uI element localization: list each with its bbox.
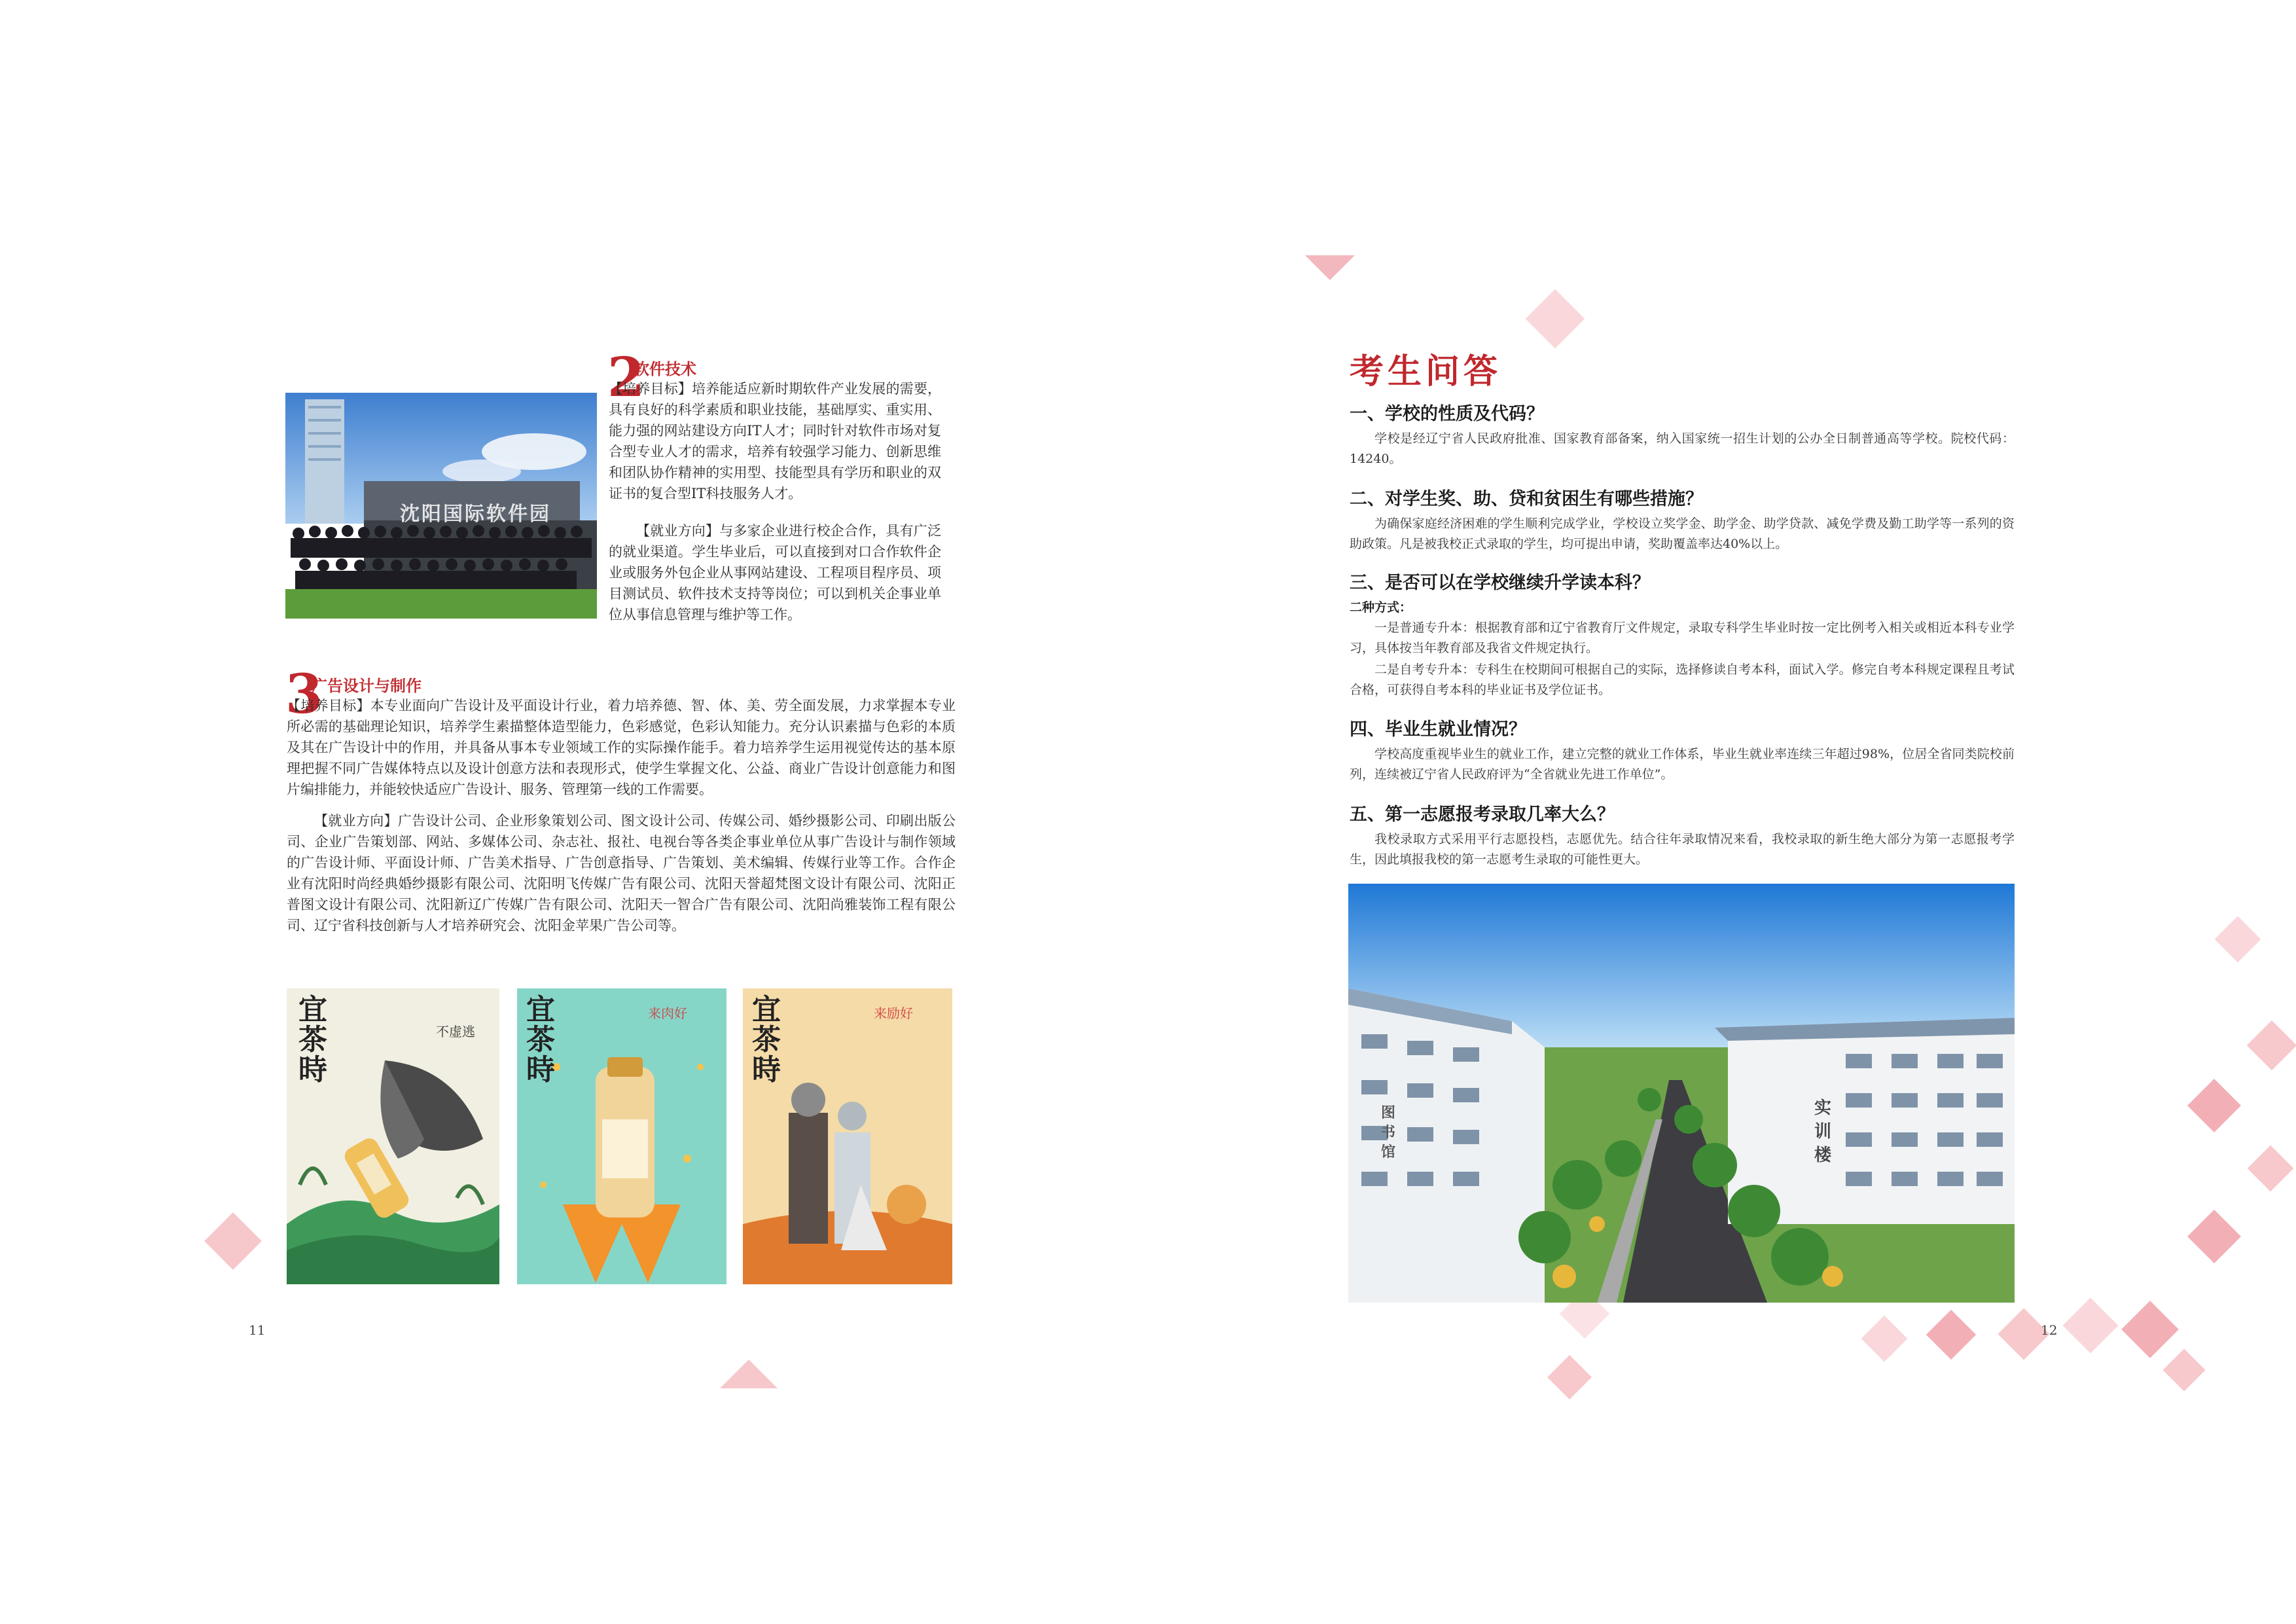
question-3: 三、是否可以在学校继续升学读本科？	[1350, 573, 1650, 593]
training-building-sign: 实 训 楼	[1814, 1098, 1832, 1165]
section-2-paragraph-2: 【就业方向】与多家企业进行校企合作，具有广泛的就业渠道。学生毕业后，可以直接到对口合作软件企业或服务外包企业从事网站建设、工程项目程序员、项目测试员、软件技术支持等岗位；可以到机关企事业单位从事信息管理与维护等工作。	[609, 523, 941, 623]
right-page	[1148, 0, 2296, 1624]
decor-diamond	[204, 1212, 262, 1270]
tea-poster-3	[743, 988, 952, 1284]
decor-diamond	[1926, 1310, 1976, 1360]
answer-3-part-1: 一是普通专升本：根据教育部和辽宁省教育厅文件规定，录取专科学生毕业时按一定比例考入相关或相近本科专业学习，具体按当年教育部及我省文件规定执行。	[1350, 621, 2015, 655]
decor-diamond	[2187, 1210, 2241, 1263]
library-sign: 图 书 馆	[1381, 1104, 1396, 1161]
poster-1-brand: 宜 茶 時	[298, 993, 327, 1087]
question-2: 二、对学生奖、助、贷和贫困生有哪些措施？	[1350, 489, 1703, 509]
decor-diamond	[2215, 916, 2261, 963]
decor-diamond	[2187, 1079, 2241, 1132]
question-1: 一、学校的性质及代码？	[1350, 404, 1544, 424]
answer-5: 我校录取方式采用平行志愿投档，志愿优先。结合往年录取情况来看，我校录取的新生绝大部分为第一志愿报考学生，因此填报我校的第一志愿考生录取的可能性更大。	[1350, 832, 2015, 867]
poster-3-tag: 来励好	[874, 1005, 913, 1021]
poster-2-tag: 来肉好	[648, 1005, 687, 1021]
qa-title: 考生问答	[1350, 352, 1502, 391]
section-3-paragraph-2: 【就业方向】广告设计公司、企业形象策划公司、图文设计公司、传媒公司、婚纱摄影公司、印刷出版公司、企业广告策划部、网站、多媒体公司、杂志社、报社、电视台等各类企事业单位从事广告设计与制作领域的广告设计师、平面设计师、广告美术指导、广告创意指导、广告策划、美术编辑、传媒行业等工作。合作企业有沈阳时尚经典婚纱摄影有限公司、沈阳明飞传媒广告有限公司、沈阳天誉超梵图文设计有限公司、沈阳正普图文设计有限公司、沈阳新辽广传媒广告有限公司、沈阳天一智合广告有限公司、沈阳尚雅装饰工程有限公司、辽宁省科技创新与人才培养研究会、沈阳金苹果广告公司等。	[287, 813, 956, 933]
decor-diamond	[2121, 1301, 2179, 1358]
poster-2-brand: 宜 茶 時	[526, 993, 555, 1087]
photo-sign-text: 沈阳国际软件园	[400, 503, 551, 526]
decor-triangle	[1305, 255, 1355, 280]
section-2-paragraph-1: 【培养目标】培养能适应新时期软件产业发展的需要，具有良好的科学素质和职业技能，基础厚实、重实用、能力强的网站建设方向IT人才；同时针对软件市场对复合型专业人才的需求，培养有较强学习能力、创新思维和团队协作精神的实用型、技能型具有学历和职业的双证书的复合型IT科技服务人才。	[609, 381, 941, 501]
answer-1: 学校是经辽宁省人民政府批准、国家教育部备案，纳入国家统一招生计划的公办全日制普通高等学校。院校代码：14240。	[1350, 431, 2015, 466]
poster-1-tag: 不虚逃	[436, 1024, 475, 1039]
right-page-number: 12	[2041, 1322, 2058, 1338]
question-5: 五、第一志愿报考录取几率大么？	[1350, 804, 1615, 825]
answer-3-part-2: 二是自考专升本：专科生在校期间可根据自己的实际，选择修读自考本科，面试入学。修完自考本科规定课程且考试合格，可获得自考本科的毕业证书及学位证书。	[1350, 662, 2015, 697]
software-park-group-photo	[285, 393, 597, 619]
decor-diamond	[2063, 1298, 2119, 1354]
tea-poster-1	[287, 988, 499, 1284]
section-3-number: 3	[285, 663, 323, 726]
tea-poster-2	[517, 988, 726, 1284]
answer-4: 学校高度重视毕业生的就业工作，建立完整的就业工作体系，毕业生就业率连续三年超过98%，位居全省同类院校前列，连续被辽宁省人民政府评为“全省就业先进工作单位”。	[1350, 747, 2015, 782]
decor-diamond	[2247, 1020, 2296, 1070]
section-2-title: 软件技术	[634, 359, 696, 378]
answer-2: 为确保家庭经济困难的学生顺利完成学业，学校设立奖学金、助学金、助学贷款、减免学费及勤工助学等一系列的资助政策。凡是被我校正式录取的学生，均可提出申请，奖助覆盖率达40%以上。	[1350, 516, 2015, 551]
left-page-number: 11	[249, 1322, 266, 1338]
section-2-number: 2	[607, 346, 645, 409]
campus-photo	[1348, 884, 2015, 1303]
section-3-paragraph-1: 【培养目标】本专业面向广告设计及平面设计行业，着力培养德、智、体、美、劳全面发展，力求掌握本专业所必需的基础理论知识，培养学生素描整体造型能力，色彩感觉，色彩认知能力。充分认识素描与色彩的本质及其在广告设计中的作用，并具备从事本专业领域工作的实际操作能手。着力培养学生运用视觉传达的基本原理把握不同广告媒体特点以及设计创意方法和表现形式，使学生掌握文化、公益、商业广告设计创意能力和图片编排能力，并能较快适应广告设计、服务、管理第一线的工作需要。	[287, 698, 956, 797]
decor-diamond	[2248, 1146, 2294, 1192]
poster-3-brand: 宜 茶 時	[752, 993, 781, 1087]
decor-diamond	[1861, 1316, 1908, 1362]
decor-diamond	[1526, 289, 1585, 349]
decor-diamond	[1547, 1355, 1592, 1399]
question-4: 四、毕业生就业情况？	[1350, 719, 1526, 740]
answer-3-subheading: 二种方式：	[1350, 600, 1412, 615]
decor-diamond	[2162, 1348, 2205, 1391]
decor-triangle	[720, 1360, 778, 1388]
section-3-title: 广告设计与制作	[312, 676, 422, 695]
